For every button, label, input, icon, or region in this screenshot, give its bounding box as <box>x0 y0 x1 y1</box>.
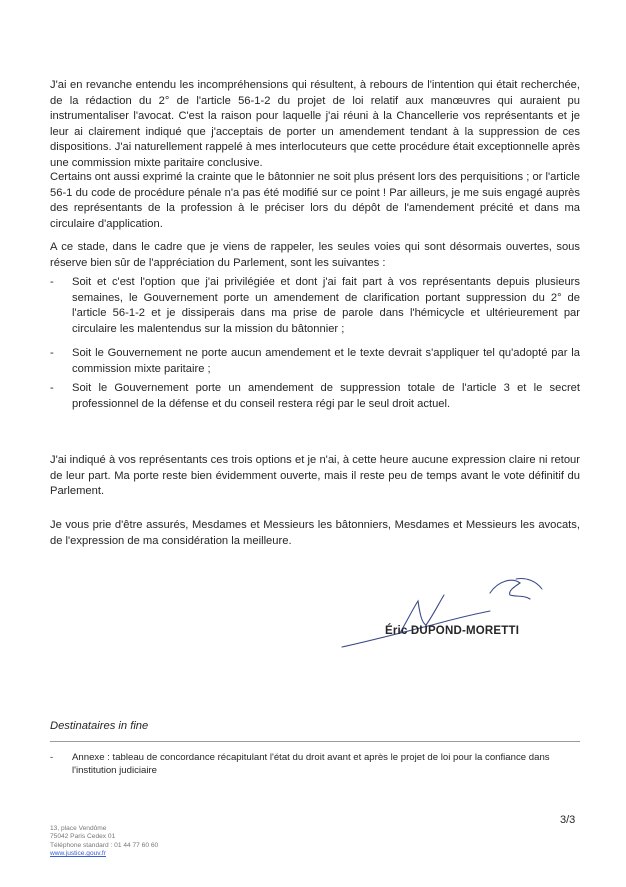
address-line-1: 13, place Vendôme <box>50 825 107 832</box>
paragraph-batonnier-perquisitions: Certains ont aussi exprimé la crainte que le bâtonnier ne soit plus présent lors des perquisitions ; or l'article 56-1 du code de procédure pénale n'a pas été modifié sur ce point ! Par ailleurs, je me suis engagé auprès des représentants de la profession à le préciser lors du dépôt de l'amendement précité et dans ma circulaire d'application. <box>50 171 580 230</box>
address-line-2: 75042 Paris Cedex 01 <box>50 833 116 841</box>
paragraph-closing-salutation: Je vous prie d'être assurés, Mesdames et Messieurs les bâtonniers, Mesdames et Messieurs les avocats, de l'expression de ma considération la meilleure. <box>50 519 580 547</box>
paragraph-cmp-procedure: J'ai en revanche entendu les incompréhensions qui résultent, à rebours de l'intention qui était recherchée, de la rédaction du 2° de l'article 56-1-2 du projet de loi relatif aux manœuvres qui auraient pu instrumentaliser l'avocat. C'est la raison pour laquelle j'ai réuni à la Chancellerie vos représentants et je leur ai clairement indiqué que j'acceptais de porter un amendement tendant à la suppression de ces dispositions. J'ai naturellement rappelé à mes interlocuteurs que cette procédure était exceptionnelle après une commission mixte paritaire conclusive. <box>50 79 580 169</box>
footer-address <box>50 825 158 859</box>
paragraph-options-intro: A ce stade, dans le cadre que je viens de rappeler, les seules voies qui sont désormais ouvertes, sous réserve bien sûr de l'appréciation du Parlement, sont les suivantes : <box>50 241 580 269</box>
handwritten-signature <box>340 575 580 650</box>
website-link[interactable]: www.justice.gouv.fr <box>50 850 106 858</box>
list-item-text: Soit et c'est l'option que j'ai privilégiée et dont j'ai fait part à vos représentants depuis plusieurs semaines, le Gouvernement porte un amendement de clarification portant suppression du 2° de l'article 56-1-2 et je dissiperais dans ma prise de parole dans l'hémicycle et ultérieurement par circulaire les malentendus sur la mission du bâtonnier ; <box>72 276 580 335</box>
list-item-text: Soit le Gouvernement porte un amendement de suppression totale de l'article 3 et le secret professionnel de la défense et du conseil restera régi par le seul droit actuel. <box>72 382 580 410</box>
recipients-heading: Destinataires in fine <box>50 720 149 732</box>
bullet-dash: - <box>50 382 54 394</box>
phone-line: Téléphone standard : 01 44 77 60 60 <box>50 841 159 849</box>
annex-item <box>50 751 580 777</box>
list-item-text: Soit le Gouvernement ne porte aucun amendement et le texte devrait s'appliquer tel qu'adopté par la commission mixte paritaire ; <box>72 347 580 375</box>
bullet-dash: - <box>50 752 54 763</box>
list-item-option-3 <box>50 381 580 412</box>
list-item-option-1 <box>50 275 580 337</box>
bullet-dash: - <box>50 276 54 288</box>
signature-stroke-icon <box>340 575 580 650</box>
annex-text: Annexe : tableau de concordance récapitulant l'état du droit avant et après le projet de loi pour la confiance dans l'institution judiciaire <box>72 752 550 776</box>
signatory-name: Éric DUPOND-MORETTI <box>385 625 520 637</box>
page-number: 3/3 <box>560 814 576 826</box>
paragraph-three-options-status: J'ai indiqué à vos représentants ces trois options et je n'ai, à cette heure aucune expression claire ni retour de leur part. Ma porte reste bien évidemment ouverte, mais il reste peu de temps avant le vote définitif du Parlement. <box>50 454 580 498</box>
bullet-dash: - <box>50 347 54 359</box>
list-item-option-2 <box>50 346 580 377</box>
section-divider <box>50 741 580 742</box>
